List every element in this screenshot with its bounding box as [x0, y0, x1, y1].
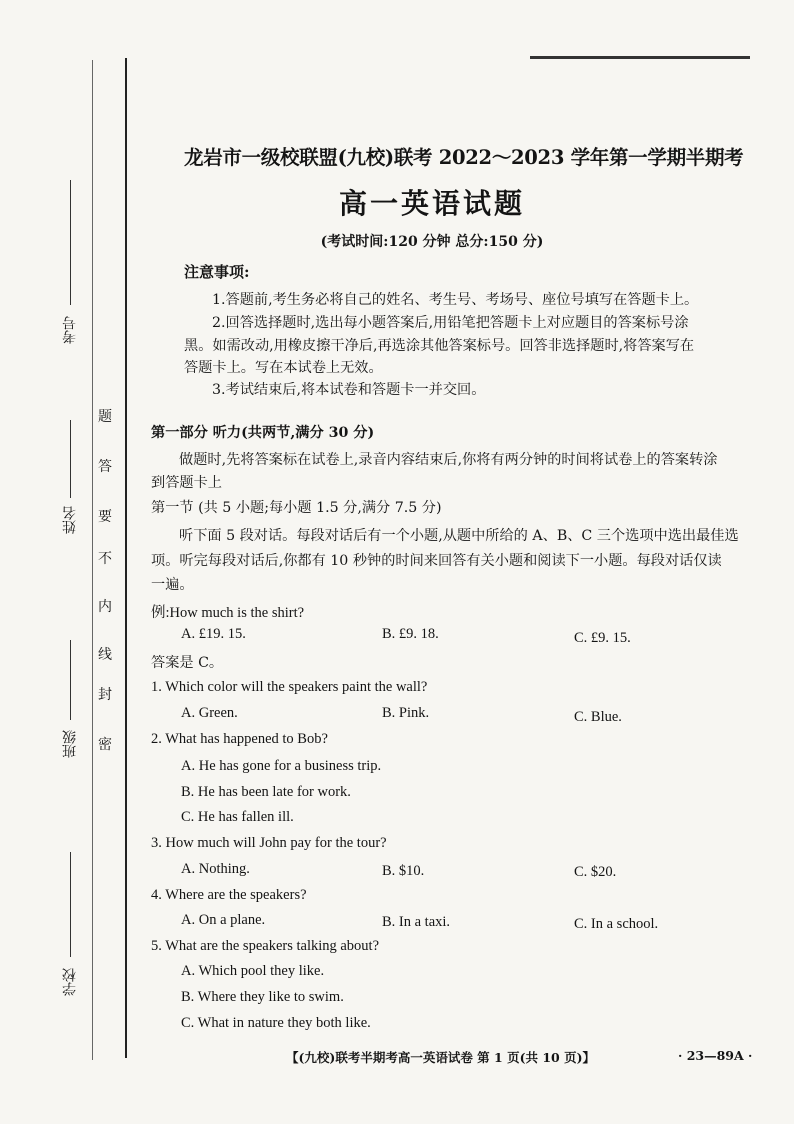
question-3: 3. How much will John pay for the tour? [151, 835, 387, 851]
question-1-option-a: A. Green. [181, 705, 238, 721]
question-4-option-a: A. On a plane. [181, 912, 266, 928]
note-2-line-3: 答题卡上。写在本试卷上无效。 [184, 360, 383, 376]
question-5-option-b: B. Where they like to swim. [181, 989, 344, 1005]
note-2-line-1: 2.回答选择题时,选出每小题答案后,用铅笔把答题卡上对应题目的答案标号涂 [212, 315, 689, 331]
footer-page-info: 【(九校)联考半期考高一英语试卷 第 1 页(共 10 页)】 [286, 1050, 596, 1065]
question-3-option-b: B. $10. [382, 863, 425, 879]
seal-char-7: 答 [98, 459, 112, 475]
class-line [70, 640, 71, 720]
question-1-option-b: B. Pink. [382, 705, 430, 721]
section1-heading: 第一节 (共 5 小题;每小题 1.5 分,满分 7.5 分) [151, 500, 442, 516]
question-2-option-c: C. He has fallen ill. [181, 809, 294, 825]
question-4: 4. Where are the speakers? [151, 887, 307, 903]
exam-subtitle: 高一英语试题 [338, 187, 525, 220]
note-1: 1.答题前,考生务必将自己的姓名、考生号、考场号、座位号填写在答题卡上。 [212, 292, 699, 308]
exam-title: 龙岩市一级校联盟(九校)联考 2022～2023 学年第一学期半期考 [184, 146, 744, 169]
seal-char-4: 内 [98, 599, 112, 615]
top-scan-bar [530, 56, 750, 59]
name-line [70, 420, 71, 498]
section1-instruction-line-2: 项。听完每段对话后,你都有 10 秒钟的时间来回答有关小题和阅读下一小题。每段对话仅读 [151, 553, 722, 569]
question-1-option-c: C. Blue. [574, 709, 622, 725]
question-5-option-a: A. Which pool they like. [181, 963, 325, 979]
example-option-b: B. £9. 18. [382, 626, 439, 642]
section1-instruction-line-1: 听下面 5 段对话。每段对话后有一个小题,从题中所给的 A、B、C 三个选项中选出最佳选 [179, 528, 739, 544]
question-2-option-b: B. He has been late for work. [181, 784, 351, 800]
seal-char-6: 要 [98, 509, 112, 525]
question-2: 2. What has happened to Bob? [151, 731, 328, 747]
question-4-option-c: C. In a school. [574, 916, 659, 932]
exam-info: (考试时间:120 分钟 总分:150 分) [320, 234, 544, 250]
example-answer: 答案是 C。 [151, 655, 224, 671]
school-label: 学校 [62, 968, 78, 996]
question-5: 5. What are the speakers talking about? [151, 938, 380, 954]
question-2-option-a: A. He has gone for a business trip. [181, 758, 382, 774]
seal-char-2: 封 [98, 687, 112, 703]
question-5-option-c: C. What in nature they both like. [181, 1015, 371, 1031]
part1-instruction-line-1: 做题时,先将答案标在试卷上,录音内容结束后,你将有两分钟的时间将试卷上的答案转涂 [179, 452, 718, 468]
exam-number-label: 考号 [62, 316, 78, 344]
section1-instruction-line-3: 一遍。 [151, 577, 194, 593]
part1-instruction-line-2: 到答题卡上 [151, 475, 222, 491]
notes-heading: 注意事项: [184, 263, 250, 281]
note-2-line-2: 黑。如需改动,用橡皮擦干净后,再选涂其他答案标号。回答非选择题时,将答案写在 [184, 338, 695, 354]
footer-code: · 23—89A · [678, 1048, 753, 1063]
seal-char-5: 不 [98, 551, 112, 567]
example-question: 例:How much is the shirt? [151, 605, 305, 621]
part1-heading: 第一部分 听力(共两节,满分 30 分) [151, 425, 375, 441]
school-line [70, 852, 71, 957]
name-label: 姓名 [62, 506, 78, 534]
question-1: 1. Which color will the speakers paint the wall? [151, 679, 428, 695]
question-4-option-b: B. In a taxi. [382, 914, 451, 930]
seal-char-1: 密 [98, 737, 112, 753]
example-option-a: A. £19. 15. [181, 626, 246, 642]
example-option-c: C. £9. 15. [574, 630, 631, 646]
seal-char-8: 题 [98, 409, 112, 425]
class-label: 班级 [62, 730, 78, 758]
seal-char-3: 线 [98, 647, 112, 663]
note-3: 3.考试结束后,将本试卷和答题卡一并交回。 [212, 382, 486, 398]
question-3-option-c: C. $20. [574, 864, 617, 880]
question-3-option-a: A. Nothing. [181, 861, 250, 877]
